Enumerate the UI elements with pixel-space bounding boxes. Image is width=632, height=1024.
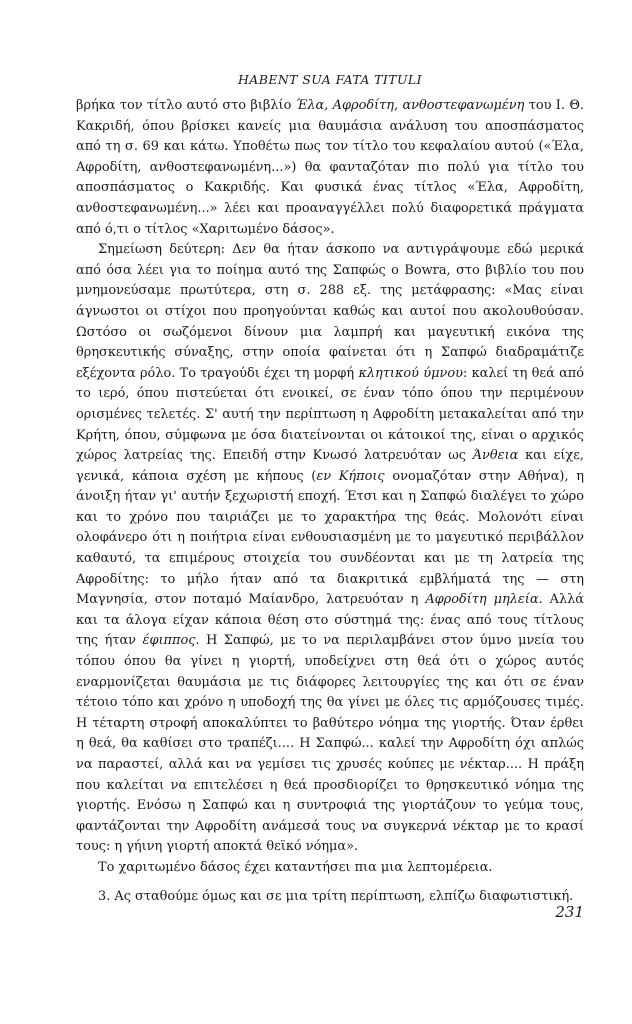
page-number: 231 [555,903,584,921]
italic-text: έφιππος [142,633,196,649]
running-head: HABENT SUA FATA TITULI [238,72,422,87]
italic-text: κλητικού ύμνου [358,365,463,381]
text-run: 3. Ας σταθούμε όμως και σε μια τρίτη περίπτωση, ελπίζω διαφωτιστική. [98,888,574,904]
italic-text: Αφροδίτη μηλεία [425,592,539,608]
body-text [76,96,584,907]
text-run: : καλεί τη θεά από το ιερό, όπου πιστεύεται ότι ενοικεί, σε έναν τόπο όπου την περιμένουν ορισμένες τελετές. Σ' αυτή την περίπτωση η Αφροδίτη μετακαλείται από την Κρήτη, όπου, σύμφωνα με όσα διατείνονται οι κάτοικοί της, είναι ο αρχικός χώρος λατρείας της. Επειδή στην Κνωσό λατρευόταν ως [76,365,585,464]
italic-text: Έλα, Αφροδίτη, ανθοστεφανωμένη [295,98,525,113]
paragraph [76,887,584,908]
text-run: και είχε, γενικά, κάποια σχέση με κήπους ( [76,448,584,484]
text-run: του Ι. Θ. Κακριδή, όπου βρίσκει κανείς μια θαυμάσια ανάλυση του αποσπάσματος από τη σ. 69 και κάτω. Υποθέτω πως τον τίτλο του κεφαλαίου αυτού («Έλα, Αφροδίτη, ανθοστεφανωμένη...») θα φανταζόταν πιο πολύ για τίτλο του αποσπάσματος ο Κακριδής. Και φυσικά ένας τίτλος «Έλα, Αφροδίτη, ανθοστεφανωμένη...» λέει και προαναγγέλλει πολύ διαφορετικά πράγματα από ό,τι ο τίτλος «Χαριτωμένο δάσος». [76,98,584,237]
text-run: Σημείωση δεύτερη: Δεν θα ήταν άσκοπο να αντιγράψουμε εδώ μερικά από όσα λέει για το ποίημα αυτό της Σαπφώς ο Bowra, στο βιβλίο του που μνημονεύσαμε πρωτύτερα, στη σ. 288 εξ. της μετάφρασης: «Μας είναι άγνωστοι οι στίχοι που προηγούνται καθώς και αυτοί που ακολουθούσαν. Ωστόσο οι σωζόμενοι δίνουν μια λαμπρή και μαγευτική εικόνα της θρησκευτικής σύναξης, στην οποία φαίνεται ότι η Σαπφώ διαδραμάτιζε εξέχοντα ρόλο. Το τραγούδι έχει τη μορφή [76,242,584,381]
paragraph [76,240,584,858]
text-run: . Η Σαπφώ, με το να περιλαμβάνει στον ύμνο μνεία του τόπου όπου θα γίνει η γιορτή, υποδείχνει στη θεά ότι ο χώρος αυτός εναρμονίζεται θαυμάσια με τις διάφορες λειτουργίες της και ότι σε έναν τέτοιο τόπο και χρόνο η υποδοχή της θα γίνει με όλες τις αρμόζουσες τιμές. Η τέταρτη στροφή αποκαλύπτει το βαθύτερο νόημα της γιορτής. Όταν έρθει η θεά, θα καθίσει στο τραπέζι.... Η Σαπφώ... καλεί την Αφροδίτη όχι απλώς να παραστεί, αλλά και να γεμίσει τις χρυσές κούπες με νέκταρ.... Η πράξη που καλείται να επιτελέσει η θεά προσδιορίζει το θρησκευτικό νόημα της γιορτής. Ενόσω η Σαπφώ και η συντροφιά της γιορτάζουν το γεύμα τους, φαντάζονται την Αφροδίτη ανάμεσά τους να συγκερνά νέκταρ με το κρασί τους: η γήινη γιορτή αποκτά θεϊκό νόημα». [76,633,584,855]
italic-text: εν Κήποις [316,468,385,484]
paragraph [76,96,584,240]
text-run: . Αλλά και τα άλογα είχαν κάποια θέση στο σύστημά της: ένας από τους τίτλους της ήταν [76,592,584,649]
text-run: ονομαζόταν στην Αθήνα), η άνοιξη ήταν γι' αυτήν ξεχωριστή εποχή. Έτσι και η Σαπφώ διαλέγει το χώρο και το χρόνο που ταιριάζει με το χαρακτήρα της θεάς. Μολονότι είναι ολοφάνερο ότι η ποιήτρια είναι ενθουσιασμένη με το μαγευτικό περιβάλλον καθαυτό, τα επιμέρους στοιχεία του συνδέονται και με τη λατρεία της Αφροδίτης: το μήλο ήταν από τα διακριτικά εμβλήματά της — στη Μαγνησία, στον ποταμό Μαίανδρο, λατρευόταν η [76,468,584,608]
text-run: Το χαριτωμένο δάσος έχει καταντήσει πια μια λεπτομέρεια. [98,859,493,875]
paragraph [76,858,584,879]
italic-text: Άνθεια [472,448,519,464]
text-run: βρήκα τον τίτλο αυτό στο βιβλίο [76,98,296,113]
